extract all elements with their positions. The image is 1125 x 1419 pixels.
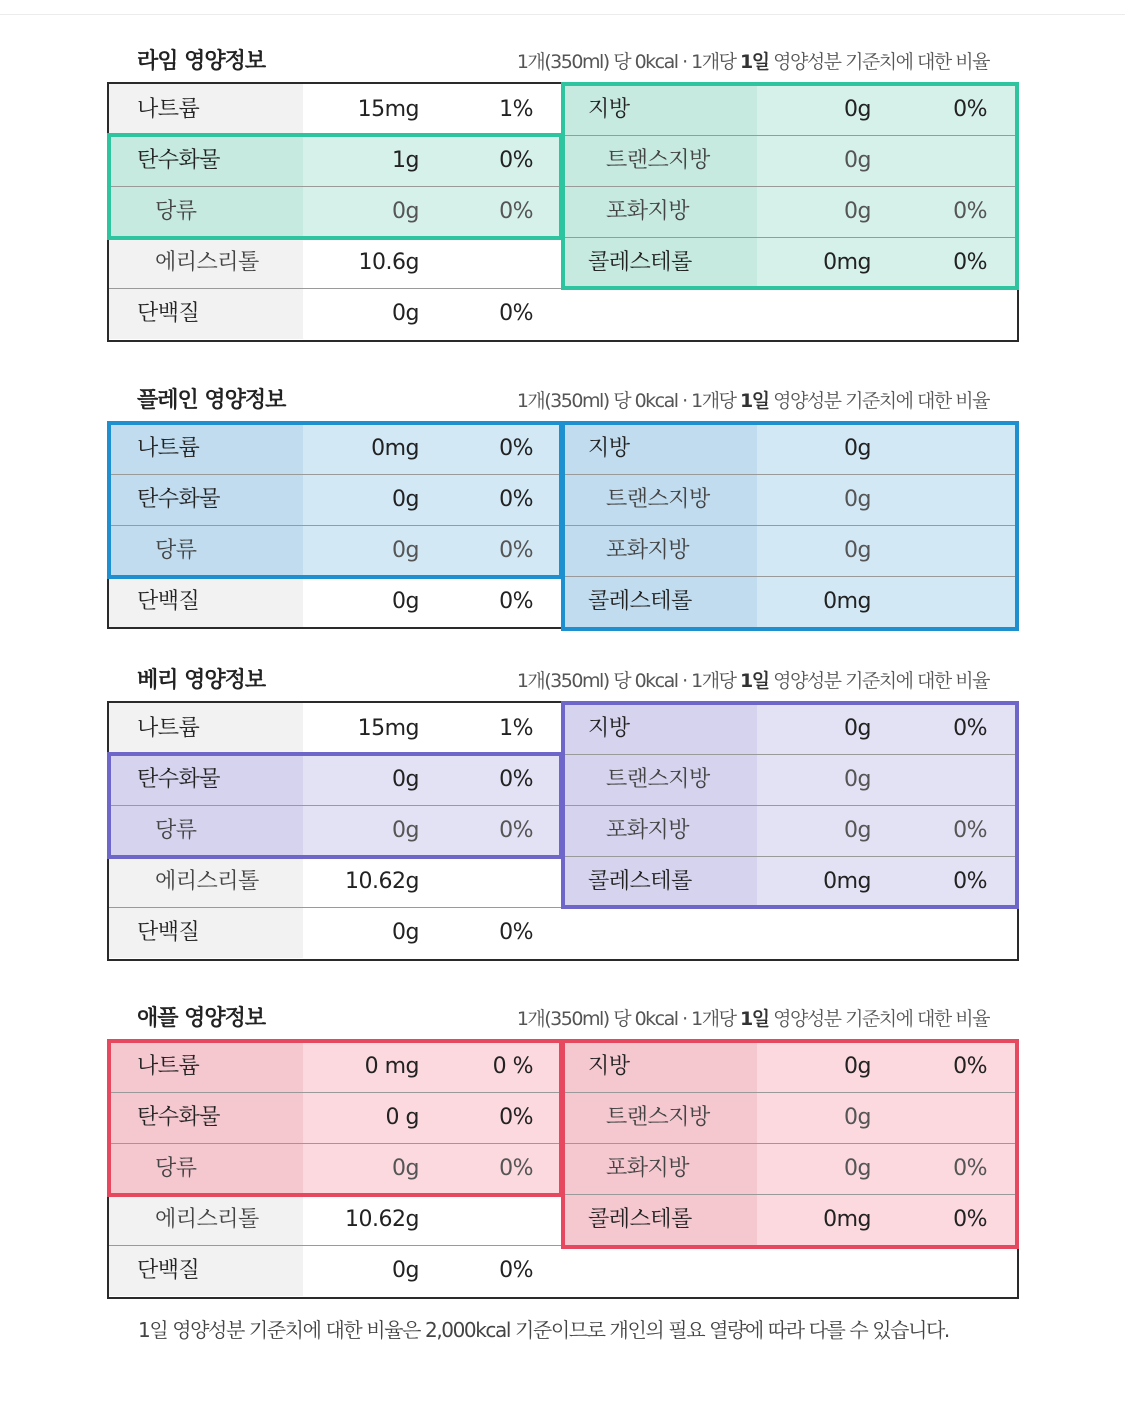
nutrient-amount: 0g [844, 1054, 871, 1079]
nutrient-amount: 0g [392, 589, 419, 614]
nutrient-amount: 0mg [823, 589, 871, 614]
nutrient-name: 지방 [588, 97, 630, 122]
nutrient-percent: 0% [499, 1258, 533, 1283]
apple-header [107, 995, 1019, 1039]
nutrient-name: 콜레스테롤 [588, 1207, 692, 1232]
section-note: 1개(350ml) 당 0kcal · 1개당 1일 영양성분 기준치에 대한 비율 [516, 390, 989, 412]
nutrient-amount: 0g [392, 1258, 419, 1283]
nutrient-name: 포화지방 [606, 538, 690, 563]
table-row [109, 754, 563, 805]
nutrient-name: 당류 [155, 199, 197, 224]
nutrient-name: 지방 [588, 716, 630, 741]
nutrient-amount: 1g [392, 148, 419, 173]
nutrient-name: 트랜스지방 [606, 148, 710, 173]
nutrient-percent: 0% [953, 869, 987, 894]
table-row [109, 1092, 563, 1143]
nutrient-name: 트랜스지방 [606, 487, 710, 512]
nutrient-name: 나트륨 [137, 1054, 200, 1079]
table-row [563, 754, 1017, 805]
table-row [563, 1194, 1017, 1245]
table-row [563, 1143, 1017, 1194]
section-note: 1개(350ml) 당 0kcal · 1개당 1일 영양성분 기준치에 대한 비율 [516, 51, 989, 73]
nutrient-name: 당류 [155, 538, 197, 563]
nutrient-percent: 0% [953, 818, 987, 843]
top-divider [0, 14, 1125, 15]
table-row [563, 1041, 1017, 1092]
plain-header [107, 377, 1019, 421]
nutrient-amount: 0g [844, 716, 871, 741]
table-row [109, 703, 563, 754]
table-row [563, 84, 1017, 135]
nutrient-percent: 0% [953, 1054, 987, 1079]
nutrient-percent: 0% [499, 818, 533, 843]
nutrient-percent: 0% [499, 436, 533, 461]
table-row [109, 288, 563, 339]
nutrient-name: 탄수화물 [137, 487, 221, 512]
footnote: 1일 영양성분 기준치에 대한 비율은 2,000kcal 기준이므로 개인의 필요 열량에 따라 다를 수 있습니다. [138, 1318, 949, 1342]
nutrient-name: 나트륨 [137, 716, 200, 741]
nutrient-percent: 1% [499, 716, 533, 741]
table-row [563, 856, 1017, 907]
table-row [109, 525, 563, 576]
nutrient-percent: 0% [953, 1207, 987, 1232]
nutrient-name: 콜레스테롤 [588, 869, 692, 894]
table-row [109, 135, 563, 186]
apple-nutrition-table [107, 1039, 1019, 1299]
nutrient-amount: 10.6g [358, 250, 419, 275]
nutrient-name: 당류 [155, 1156, 197, 1181]
nutrient-amount: 0g [844, 538, 871, 563]
table-row [109, 84, 563, 135]
table-row [109, 907, 563, 958]
nutrient-name: 나트륨 [137, 97, 200, 122]
nutrient-amount: 10.62g [345, 869, 419, 894]
nutrient-amount: 0g [392, 487, 419, 512]
nutrient-amount: 0mg [823, 1207, 871, 1232]
nutrient-amount: 0mg [823, 869, 871, 894]
berry-header [107, 657, 1019, 701]
nutrient-name: 지방 [588, 436, 630, 461]
nutrient-amount: 0g [844, 1105, 871, 1130]
nutrient-amount: 0 mg [364, 1054, 419, 1079]
nutrient-name: 단백질 [137, 301, 200, 326]
section-title: 애플 영양정보 [137, 1006, 266, 1031]
nutrient-amount: 0g [392, 920, 419, 945]
nutrient-amount: 0g [392, 1156, 419, 1181]
table-row [563, 474, 1017, 525]
nutrient-name: 콜레스테롤 [588, 589, 692, 614]
nutrient-amount: 0g [844, 818, 871, 843]
nutrient-amount: 0g [392, 199, 419, 224]
table-row [563, 805, 1017, 856]
table-row [563, 186, 1017, 237]
nutrient-percent: 0% [499, 1156, 533, 1181]
nutrient-amount: 15mg [357, 97, 419, 122]
table-row [109, 1245, 563, 1296]
nutrient-amount: 0g [392, 538, 419, 563]
nutrient-name: 단백질 [137, 920, 200, 945]
nutrient-amount: 0mg [823, 250, 871, 275]
table-row [563, 237, 1017, 288]
nutrient-percent: 0% [499, 589, 533, 614]
nutrient-name: 단백질 [137, 1258, 200, 1283]
nutrient-name: 에리스리톨 [155, 1207, 259, 1232]
nutrient-percent: 0% [953, 199, 987, 224]
nutrient-name: 단백질 [137, 589, 200, 614]
plain-section [107, 377, 1019, 629]
lime-header [107, 38, 1019, 82]
nutrient-name: 포화지방 [606, 199, 690, 224]
nutrient-amount: 0g [392, 767, 419, 792]
nutrient-name: 트랜스지방 [606, 1105, 710, 1130]
nutrient-name: 에리스리톨 [155, 250, 259, 275]
nutrient-name: 콜레스테롤 [588, 250, 692, 275]
section-note: 1개(350ml) 당 0kcal · 1개당 1일 영양성분 기준치에 대한 비율 [516, 670, 989, 692]
nutrient-percent: 0% [953, 97, 987, 122]
section-title: 베리 영양정보 [137, 668, 266, 693]
nutrient-percent: 0 % [492, 1054, 533, 1079]
nutrient-amount: 0g [844, 148, 871, 173]
nutrient-amount: 0g [392, 301, 419, 326]
lime-section [107, 38, 1019, 342]
nutrient-amount: 0g [844, 436, 871, 461]
nutrient-name: 탄수화물 [137, 1105, 221, 1130]
nutrient-name: 포화지방 [606, 1156, 690, 1181]
nutrient-percent: 0% [499, 767, 533, 792]
nutrient-percent: 0% [499, 301, 533, 326]
nutrient-amount: 0 g [385, 1105, 419, 1130]
nutrient-percent: 0% [953, 1156, 987, 1181]
berry-nutrition-table [107, 701, 1019, 961]
table-row [109, 1143, 563, 1194]
nutrient-percent: 0% [499, 148, 533, 173]
nutrient-name: 나트륨 [137, 436, 200, 461]
table-row [109, 237, 563, 288]
table-row [563, 703, 1017, 754]
section-title: 라임 영양정보 [137, 49, 266, 74]
nutrient-percent: 0% [499, 1105, 533, 1130]
table-row [109, 1041, 563, 1092]
nutrient-percent: 1% [499, 97, 533, 122]
nutrient-percent: 0% [499, 538, 533, 563]
table-row [109, 423, 563, 474]
table-row [109, 186, 563, 237]
nutrient-amount: 0g [844, 1156, 871, 1181]
nutrient-name: 탄수화물 [137, 148, 221, 173]
nutrient-percent: 0% [499, 487, 533, 512]
nutrient-name: 에리스리톨 [155, 869, 259, 894]
table-row [109, 1194, 563, 1245]
nutrient-percent: 0% [953, 716, 987, 741]
nutrient-amount: 15mg [357, 716, 419, 741]
nutrient-amount: 0g [844, 767, 871, 792]
apple-section [107, 995, 1019, 1299]
nutrient-amount: 0g [392, 818, 419, 843]
nutrient-percent: 0% [499, 920, 533, 945]
nutrient-name: 탄수화물 [137, 767, 221, 792]
table-row [109, 856, 563, 907]
table-row [563, 423, 1017, 474]
nutrient-amount: 0mg [371, 436, 419, 461]
table-row [563, 576, 1017, 627]
nutrient-percent: 0% [953, 250, 987, 275]
nutrient-amount: 0g [844, 487, 871, 512]
section-note: 1개(350ml) 당 0kcal · 1개당 1일 영양성분 기준치에 대한 비율 [516, 1008, 989, 1030]
nutrient-name: 트랜스지방 [606, 767, 710, 792]
nutrient-amount: 0g [844, 97, 871, 122]
nutrient-amount: 0g [844, 199, 871, 224]
nutrient-name: 지방 [588, 1054, 630, 1079]
berry-section [107, 657, 1019, 961]
nutrient-name: 당류 [155, 818, 197, 843]
table-row [109, 576, 563, 627]
table-row [563, 525, 1017, 576]
table-row [109, 474, 563, 525]
section-title: 플레인 영양정보 [137, 388, 286, 413]
nutrient-percent: 0% [499, 199, 533, 224]
lime-nutrition-table [107, 82, 1019, 342]
table-row [563, 1092, 1017, 1143]
nutrient-amount: 10.62g [345, 1207, 419, 1232]
table-row [109, 805, 563, 856]
plain-nutrition-table [107, 421, 1019, 629]
table-row [563, 135, 1017, 186]
nutrient-name: 포화지방 [606, 818, 690, 843]
